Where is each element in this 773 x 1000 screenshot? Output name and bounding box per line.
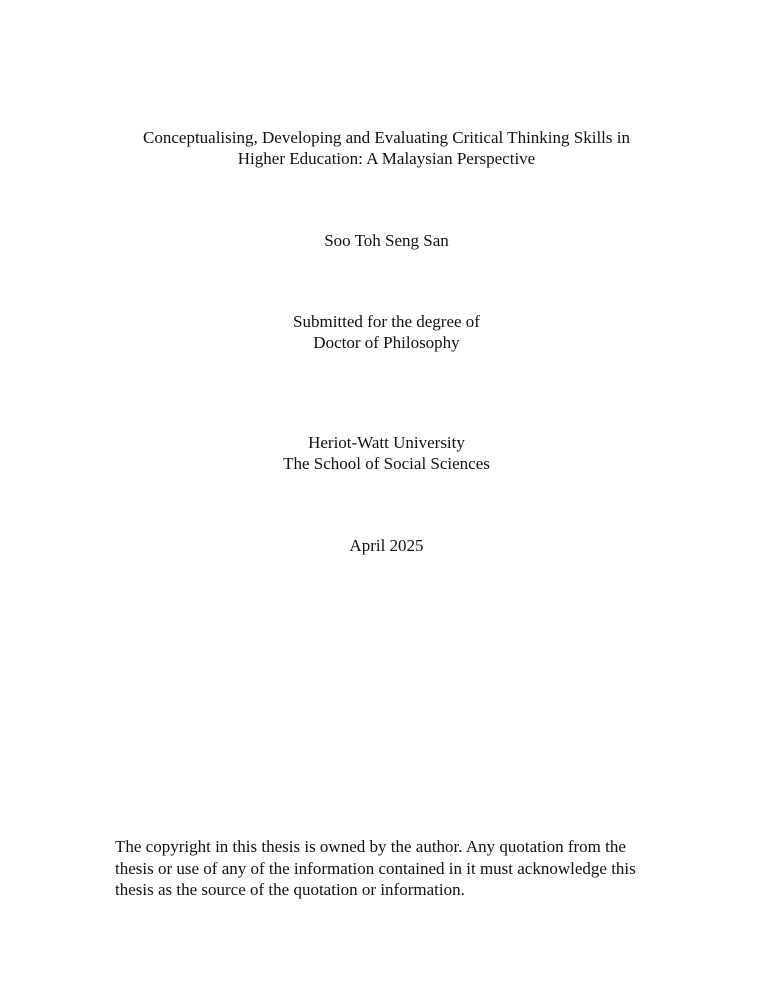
- institution: [0, 432, 773, 474]
- author-name: [0, 230, 773, 251]
- thesis-title-line-2: Higher Education: A Malaysian Perspective: [237, 149, 536, 168]
- degree-name: Doctor of Philosophy: [313, 333, 460, 352]
- school-name: The School of Social Sciences: [283, 454, 490, 473]
- university-name: Heriot-Watt University: [308, 433, 465, 452]
- degree-statement-line-1: Submitted for the degree of: [293, 312, 480, 331]
- copyright-line-2: thesis or use of any of the information contained in it must acknowledge this: [115, 858, 636, 878]
- author-name-text: Soo Toh Seng San: [324, 231, 449, 250]
- submission-date: [0, 535, 773, 556]
- copyright-line-1: The copyright in this thesis is owned by the author. Any quotation from the: [115, 837, 626, 856]
- copyright-line-3: thesis as the source of the quotation or information.: [115, 880, 465, 899]
- thesis-title: [0, 127, 773, 169]
- submission-date-text: April 2025: [349, 536, 424, 555]
- degree-statement: [0, 311, 773, 353]
- copyright-notice: [115, 836, 675, 901]
- thesis-title-line-1: Conceptualising, Developing and Evaluating Critical Thinking Skills in: [143, 128, 630, 147]
